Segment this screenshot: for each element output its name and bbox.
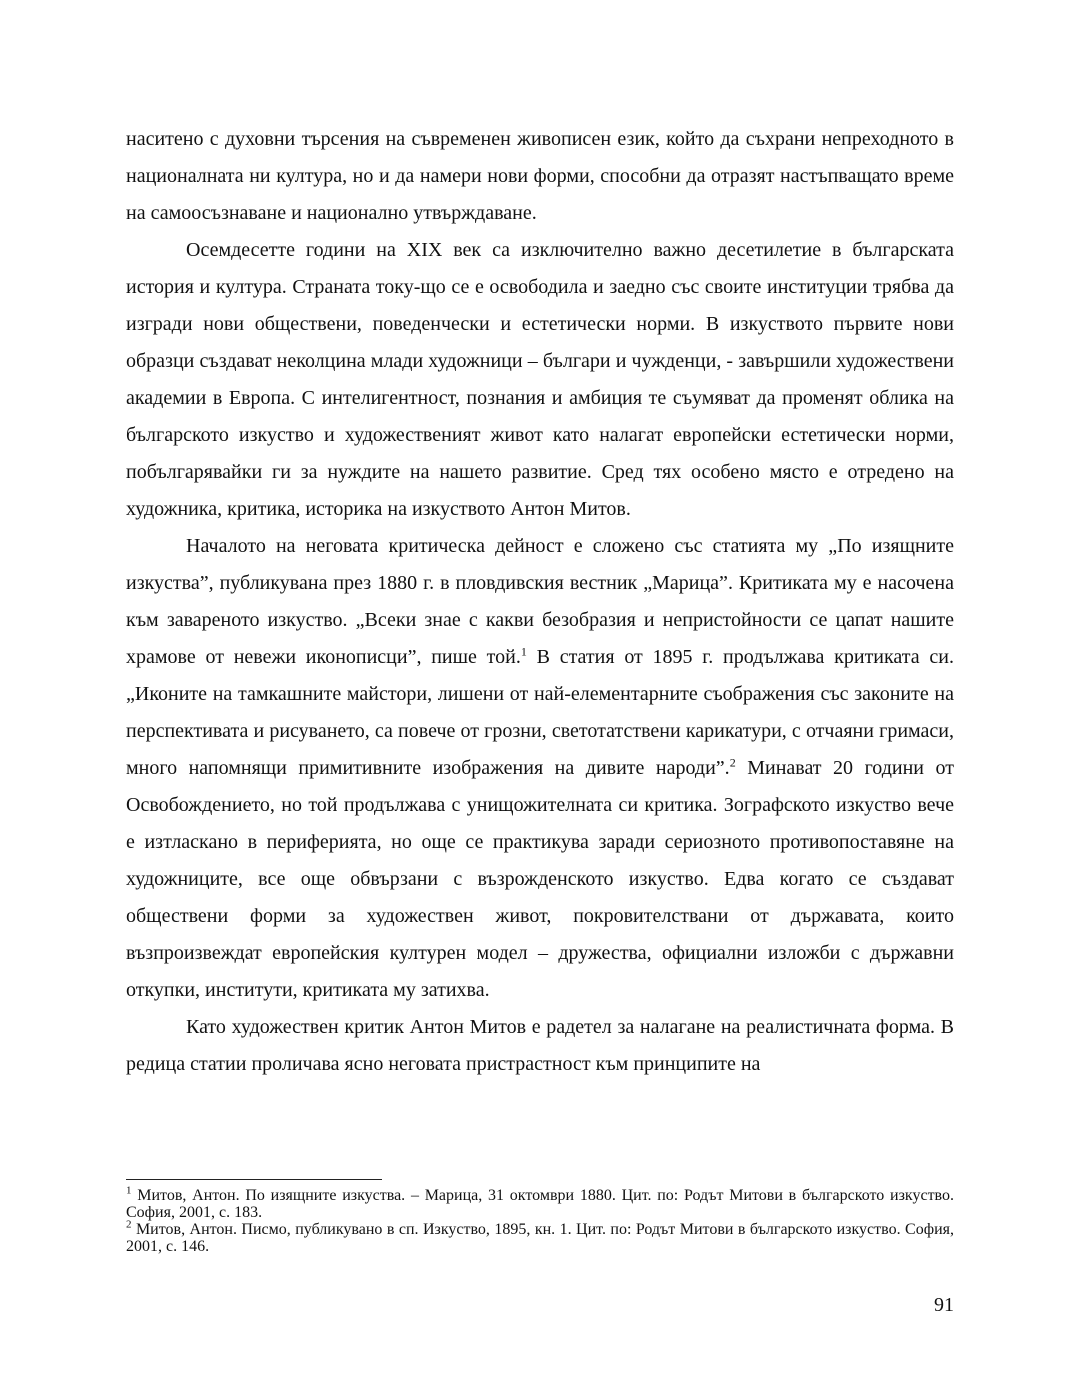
footnote-reference-2[interactable]: 2	[729, 755, 736, 770]
paragraph-part: В статия от 1895 г. продължава критиката си. „Иконите на тамкашните майстори, лишени от най-елементарните съображения със законите на перспективата и рисуването, са повече от грозни, светотатствени карикатури, с отчаяни гримаси, много напомнящи примитивните изображения на дивите народи”.	[126, 646, 954, 779]
paragraph-continuation: наситено с духовни търсения на съвременен живописен език, който да съхрани непреходното в националната ни култура, но и да намери нови форми, способни да отразят настъпващато време на самоосъзнаване и национално утвърждаване.	[126, 128, 954, 224]
footnote-divider	[126, 1179, 382, 1180]
footnote-text-1: Митов, Антон. По изящните изкуства. – Марица, 31 октомври 1880. Цит. по: Родът Митови в българското изкуство. София, 2001, с. 183.	[126, 1187, 954, 1221]
footnotes	[126, 1184, 954, 1255]
page-number: 91	[934, 1294, 954, 1316]
paragraph-part: Началото на неговата критическа дейност е сложено със статията му „По изящните изкуства”, публикувана през 1880 г. в пловдивския вестник „Марица”. Критиката му е насочена към завареното изкуство. „Всеки знае с какви безобразия и непристойности се цапат нашите храмове от невежи иконописци”, пише той.	[126, 535, 954, 668]
paragraph-eighties: Осемдесетте години на XIX век са изключително важно десетилетие в българската история и култура. Страната току-що се е освободила и заедно със своите институции трябва да изгради нови обществени, поведенчески и естетически норми. В изкуството първите нови образци създават неколцина млади художници – българи и чужденци, - завършили художествени академии в Европа. С интелигентност, познания и амбиция те съумяват да променят облика на българското изкуство и художественият живот като налагат европейски естетически норми, побългарявайки ги за нуждите на нашето развитие. Сред тях особено място е отредено на художника, критика, историка на изкуството Антон Митов.	[126, 239, 954, 520]
footnote-number-1: 1	[126, 1184, 132, 1197]
paragraph-critical-activity	[126, 528, 954, 1009]
footnote-1	[126, 1184, 954, 1221]
main-text	[126, 121, 954, 1083]
footnote-number-2: 2	[126, 1218, 132, 1231]
paragraph-realism: Като художествен критик Антон Митов е радетел за налагане на реалистичната форма. В редица статии проличава ясно неговата пристрастност към принципите на	[126, 1016, 954, 1075]
footnote-2	[126, 1218, 954, 1255]
footnote-reference-1[interactable]: 1	[520, 644, 527, 659]
footnote-text-2: Митов, Антон. Писмо, публикувано в сп. Изкуство, 1895, кн. 1. Цит. по: Родът Митови в българското изкуство. София, 2001, с. 146.	[126, 1221, 954, 1255]
paragraph-part: Минават 20 години от Освобождението, но той продължава с унищожителната си критика. Зографското изкуство вече е изтласкано в периферията, но още се практикува заради сериозното противопоставяне на художниците, все още обвързани с възрожденското изкуство. Едва когато се създават обществени форми за художествен живот, покровителствани от държавата, които възпроизвеждат европейския културен модел – дружества, официални изложби с държавни откупки, институти, критиката му затихва.	[126, 757, 954, 1001]
